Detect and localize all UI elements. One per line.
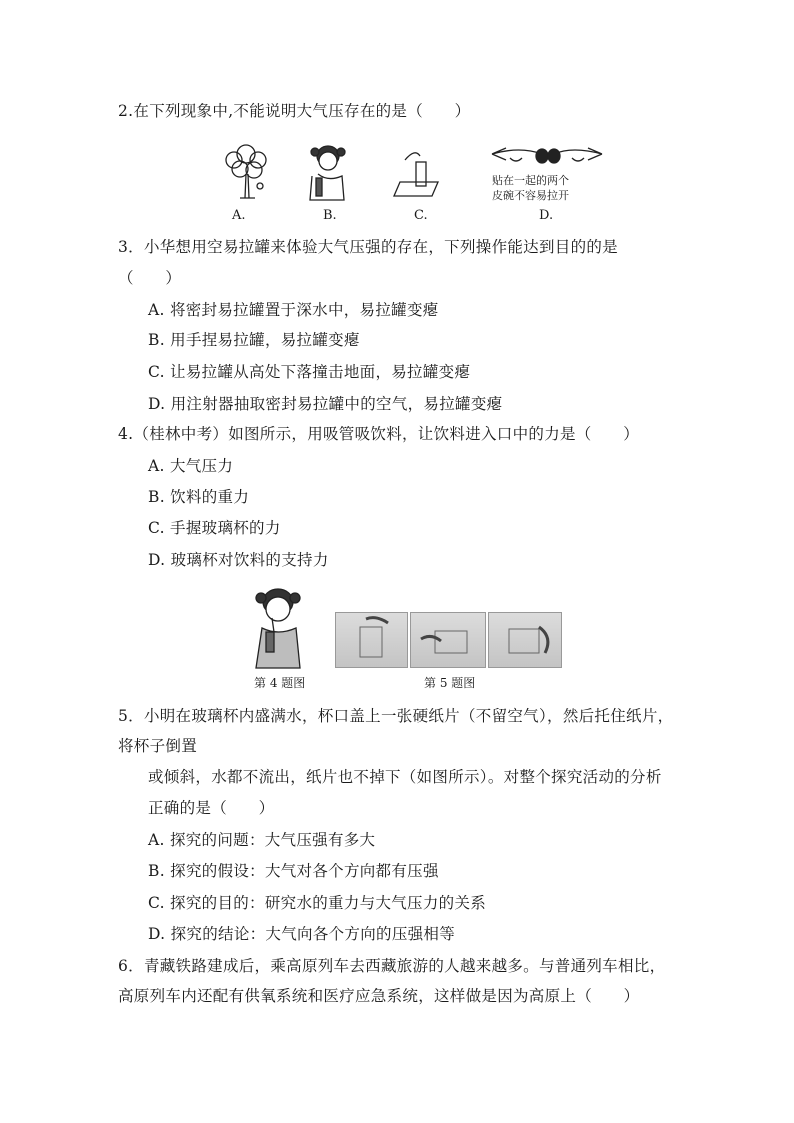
fig5-photo-2 [410,612,486,668]
q4-option-d: D. 玻璃杯对饮料的支持力 [148,551,329,569]
fig4-caption: 第 4 题图 [254,676,306,690]
q5-option-b: B. 探究的假设：大气对各个方向都有压强 [148,862,439,880]
q2-label-a: A. [232,208,246,223]
q3-stem-line2: （ ） [118,269,182,287]
q5-stem-line1: 5．小明在玻璃杯内盛满水，杯口盖上一张硬纸片（不留空气），然后托住纸片， [118,707,674,725]
q2-label-d: D. [539,208,554,223]
q2-stem: 2.在下列现象中,不能说明大气压存在的是（ ） [118,102,471,120]
q2-label-b: B. [323,208,337,223]
q3-option-a: A. 将密封易拉罐置于深水中，易拉罐变瘪 [148,301,439,319]
girl-drinking-illustration [310,146,345,200]
q5-option-d: D. 探究的结论：大气向各个方向的压强相等 [148,925,456,943]
q3-option-c: C. 让易拉罐从高处下落撞击地面，易拉罐变瘪 [148,363,471,381]
q6-stem-line1: 6．青藏铁路建成后，乘高原列车去西藏旅游的人越来越多。与普通列车相比， [118,957,666,975]
q5-option-c: C. 探究的目的：研究水的重力与大气压力的关系 [148,894,487,912]
glass-card-illustration [394,153,438,196]
q3-option-b: B. 用手捏易拉罐，易拉罐变瘪 [148,331,360,349]
q2-label-c: C. [414,208,428,223]
q2-d-caption-line2: 皮碗不容易拉开 [492,189,569,202]
q3-stem-line1: 3．小华想用空易拉罐来体验大气压强的存在，下列操作能达到目的的是 [118,238,618,256]
q2-d-caption-line1: 贴在一起的两个 [492,174,569,187]
q5-option-a: A. 探究的问题：大气压强有多大 [148,831,376,849]
fig5-caption: 第 5 题图 [424,676,476,690]
q5-stem-line4: 正确的是（ ） [148,799,275,817]
q3-option-d: D. 用注射器抽取密封易拉罐中的空气，易拉罐变瘪 [148,395,503,413]
q4-option-a: A. 大气压力 [148,457,234,475]
q5-stem-line3: 或倾斜，水都不流出，纸片也不掉下（如图所示）。对整个探究活动的分析 [148,768,662,786]
q6-stem-line2: 高原列车内还配有供氧系统和医疗应急系统，这样做是因为高原上（ ） [118,987,640,1005]
fig5-photo-1 [335,612,408,668]
q5-stem-line2: 将杯子倒置 [118,737,198,755]
fig4-girl-straw [250,584,306,670]
q4-option-c: C. 手握玻璃杯的力 [148,519,281,537]
q4-stem: 4.（桂林中考）如图所示，用吸管吸饮料，让饮料进入口中的力是（ ） [118,425,639,443]
q4-option-b: B. 饮料的重力 [148,488,250,506]
fig5-photo-3 [488,612,562,668]
suction-cups-illustration [492,148,602,163]
tree-illustration [226,145,266,198]
